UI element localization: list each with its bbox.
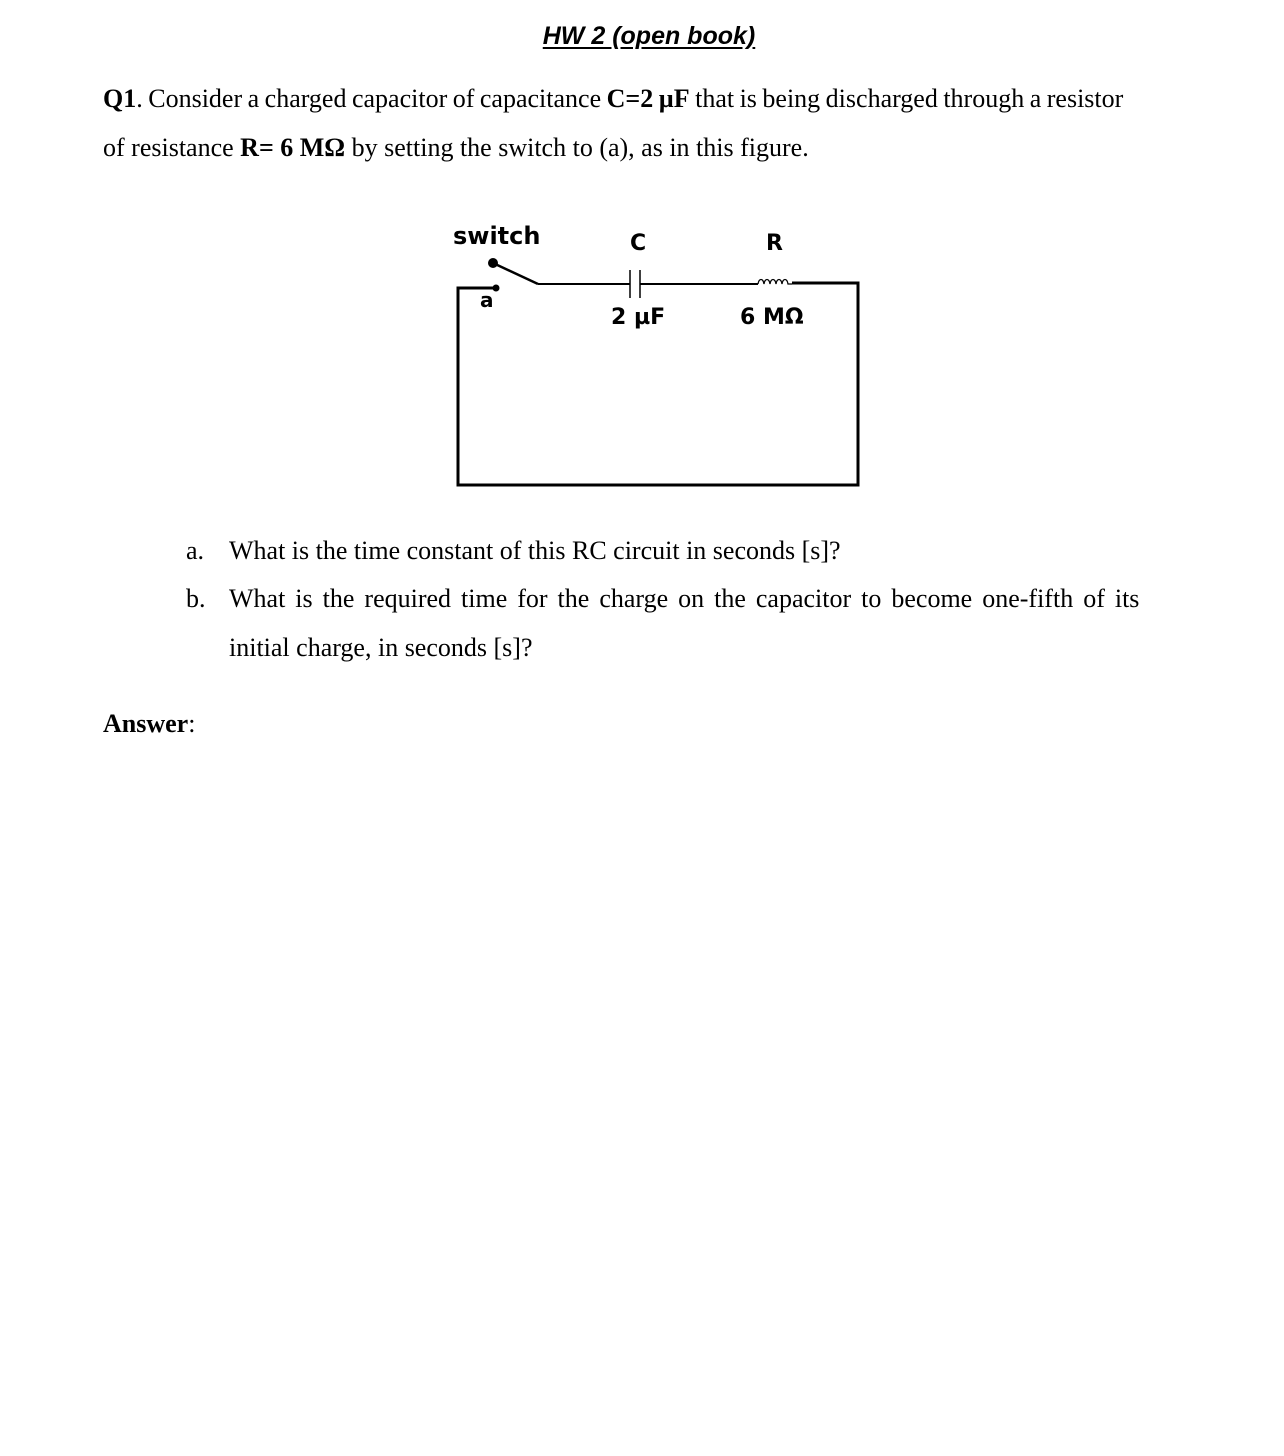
circuit-diagram [440, 210, 880, 500]
answer-label: Answer [103, 709, 189, 738]
part-b-text-line-2: initial charge, in seconds [s]? [229, 633, 533, 662]
question-text: by setting the switch to (a), as in this figure. [345, 133, 809, 162]
page-title: HW 2 (open book) [542, 22, 756, 50]
resistor-value-label: 6 MΩ [740, 305, 804, 330]
switch-label: switch [453, 222, 541, 250]
question-line-1 [103, 84, 1123, 114]
question-text: that is being discharged through a resistor [689, 84, 1124, 113]
circuit-drawing [440, 210, 880, 500]
part-a-text: What is the time constant of this RC circuit in seconds [s]? [229, 536, 841, 565]
resistor-label: R [766, 231, 783, 256]
part-a-letter: a. [186, 536, 205, 565]
resistance-value: R= 6 MΩ [240, 133, 346, 162]
part-b-text-line-1: What is the required time for the charge on the capacitor to become one-fifth of its [229, 584, 1140, 613]
question-text: of resistance [103, 133, 241, 162]
question-number: Q1 [103, 84, 137, 113]
switch-lever [493, 263, 538, 284]
capacitance-value: C=2 µF [606, 84, 690, 113]
resistor-coil [758, 280, 792, 285]
question-text: . Consider a charged capacitor of capacitance [136, 84, 607, 113]
terminal-a-label: a [480, 288, 494, 312]
switch-terminal-a [493, 285, 500, 292]
answer-heading [103, 709, 195, 739]
capacitor-value-label: 2 µF [611, 305, 666, 330]
question-line-2 [103, 133, 809, 163]
capacitor-label: C [630, 231, 647, 256]
answer-colon: : [188, 709, 196, 738]
part-b-letter: b. [186, 584, 206, 613]
